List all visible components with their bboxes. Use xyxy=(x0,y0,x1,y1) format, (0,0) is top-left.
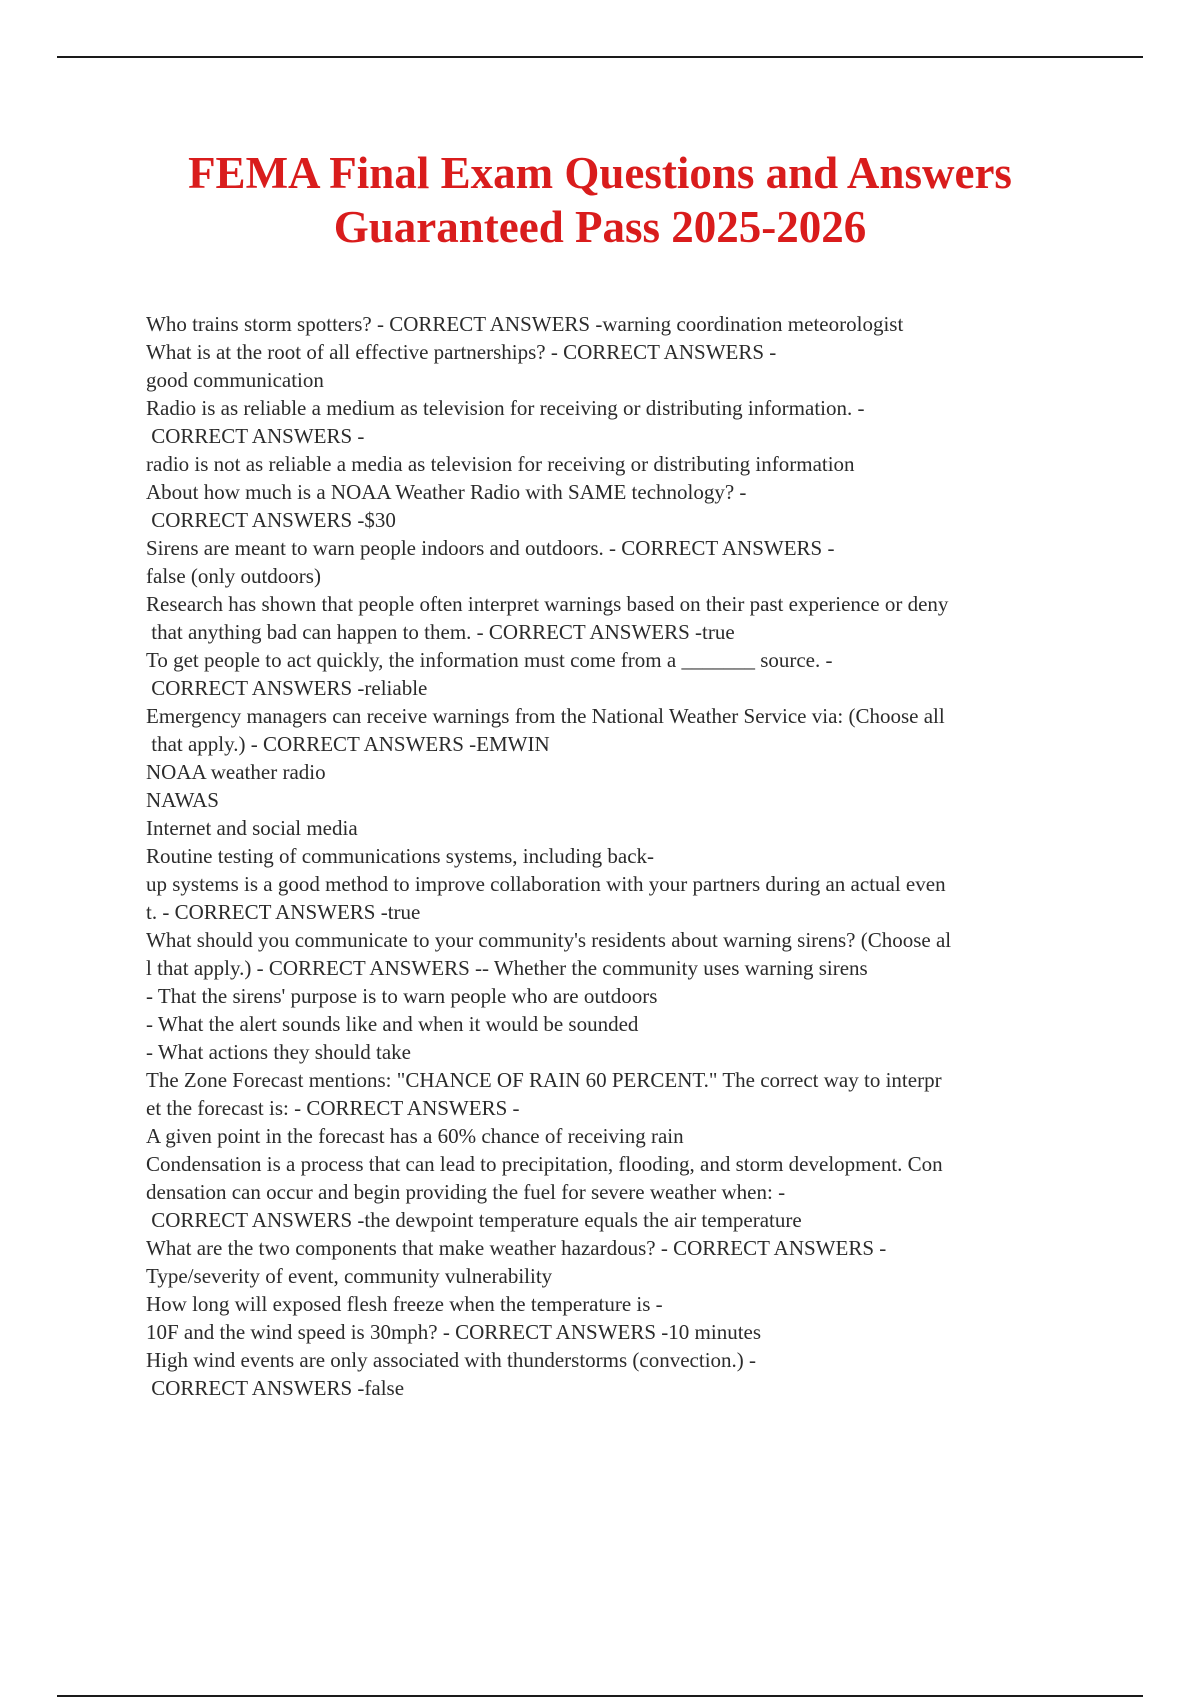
text-line: A given point in the forecast has a 60% chance of receiving rain xyxy=(146,1124,684,1148)
text-line: that apply.) - CORRECT ANSWERS -EMWIN xyxy=(146,732,550,756)
text-line: Condensation is a process that can lead to precipitation, flooding, and storm development. Con xyxy=(146,1152,943,1176)
text-line: CORRECT ANSWERS - xyxy=(146,424,365,448)
text-line: Radio is as reliable a medium as television for receiving or distributing information. - xyxy=(146,396,865,420)
text-line: Research has shown that people often interpret warnings based on their past experience or deny xyxy=(146,592,949,616)
text-line: The Zone Forecast mentions: "CHANCE OF RAIN 60 PERCENT." The correct way to interpr xyxy=(146,1068,942,1092)
text-line: 10F and the wind speed is 30mph? - CORRECT ANSWERS -10 minutes xyxy=(146,1320,762,1344)
text-line: To get people to act quickly, the information must come from a _______ source. - xyxy=(146,648,833,672)
text-line: What are the two components that make weather hazardous? - CORRECT ANSWERS - xyxy=(146,1236,887,1260)
text-line: Sirens are meant to warn people indoors and outdoors. - CORRECT ANSWERS - xyxy=(146,536,835,560)
text-line: et the forecast is: - CORRECT ANSWERS - xyxy=(146,1096,520,1120)
title-line-1: FEMA Final Exam Questions and Answers xyxy=(188,148,1012,198)
text-line: t. - CORRECT ANSWERS -true xyxy=(146,900,421,924)
text-line: - That the sirens' purpose is to warn people who are outdoors xyxy=(146,984,658,1008)
title-line-2: Guaranteed Pass 2025-2026 xyxy=(333,202,867,252)
text-line: l that apply.) - CORRECT ANSWERS -- Whether the community uses warning sirens xyxy=(146,956,868,980)
text-line: NOAA weather radio xyxy=(146,760,326,784)
text-line: that anything bad can happen to them. - CORRECT ANSWERS -true xyxy=(146,620,735,644)
page-title xyxy=(100,146,1100,254)
top-divider xyxy=(57,56,1143,58)
text-line: radio is not as reliable a media as television for receiving or distributing information xyxy=(146,452,855,476)
text-line: - What actions they should take xyxy=(146,1040,411,1064)
text-line: Emergency managers can receive warnings from the National Weather Service via: (Choose all xyxy=(146,704,945,728)
text-line: - What the alert sounds like and when it would be sounded xyxy=(146,1012,639,1036)
text-line: CORRECT ANSWERS -$30 xyxy=(146,508,396,532)
text-line: High wind events are only associated with thunderstorms (convection.) - xyxy=(146,1348,757,1372)
text-line: What is at the root of all effective partnerships? - CORRECT ANSWERS - xyxy=(146,340,777,364)
qa-body xyxy=(146,310,1101,1402)
text-line: How long will exposed flesh freeze when the temperature is - xyxy=(146,1292,663,1316)
text-line: CORRECT ANSWERS -reliable xyxy=(146,676,428,700)
text-line: About how much is a NOAA Weather Radio with SAME technology? - xyxy=(146,480,747,504)
text-line: CORRECT ANSWERS -the dewpoint temperature equals the air temperature xyxy=(146,1208,802,1232)
text-line: NAWAS xyxy=(146,788,219,812)
text-line: Who trains storm spotters? - CORRECT ANSWERS -warning coordination meteorologist xyxy=(146,312,904,336)
text-line: up systems is a good method to improve collaboration with your partners during an actual even xyxy=(146,872,946,896)
text-line: Type/severity of event, community vulnerability xyxy=(146,1264,553,1288)
text-line: Internet and social media xyxy=(146,816,358,840)
text-line: false (only outdoors) xyxy=(146,564,321,588)
text-line: CORRECT ANSWERS -false xyxy=(146,1376,405,1400)
text-line: densation can occur and begin providing the fuel for severe weather when: - xyxy=(146,1180,786,1204)
bottom-divider xyxy=(57,1695,1143,1697)
text-line: Routine testing of communications systems, including back- xyxy=(146,844,655,868)
text-line: good communication xyxy=(146,368,324,392)
text-line: What should you communicate to your community's residents about warning sirens? (Choose al xyxy=(146,928,952,952)
